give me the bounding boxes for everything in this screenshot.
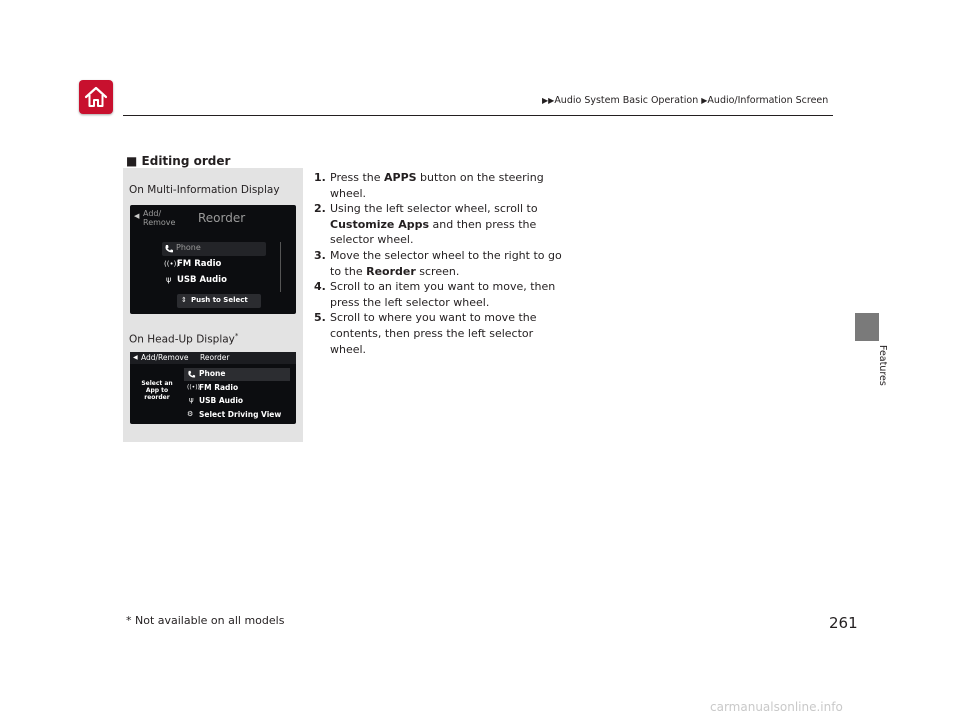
page-number: 261 xyxy=(829,614,858,632)
home-button[interactable] xyxy=(79,80,113,114)
head-up-display-screenshot: ◀ Add/Remove Reorder Select an App to reorder Phone ((•)) FM Radio ψ USB Audio ⚙ Select Driving View xyxy=(130,352,296,424)
mid-back-label: Add/ Remove xyxy=(143,209,176,227)
chapter-tab-label: Features xyxy=(877,345,888,386)
step-5: 5. Scroll to where you want to move the contents, then press the left selector wheel. xyxy=(314,311,537,356)
back-arrow-icon: ◀ xyxy=(134,212,140,220)
radio-icon: ((•)) xyxy=(187,384,200,391)
breadcrumb-arrow-icon: ▶▶ xyxy=(542,96,555,105)
gear-icon: ⚙ xyxy=(187,410,194,418)
section-bullet-icon: ■ xyxy=(126,154,138,168)
watermark: carmanualsonline.info xyxy=(710,700,843,714)
step-4: 4. Scroll to an item you want to move, then press the left selector wheel. xyxy=(314,280,556,309)
instruction-steps xyxy=(314,170,564,357)
home-icon xyxy=(82,83,110,111)
hud-instruction-text: Select an App to reorder xyxy=(141,380,173,401)
chapter-tab-marker[interactable] xyxy=(855,313,879,341)
hud-screen-title: Reorder xyxy=(200,353,230,362)
push-to-select-hint: ⇕ Push to Select xyxy=(177,294,261,308)
hud-caption: On Head-Up Display* xyxy=(129,332,239,346)
mid-screen-title: Reorder xyxy=(198,211,246,225)
usb-icon: ψ xyxy=(189,396,194,404)
phone-icon xyxy=(187,370,196,379)
footnote: * Not available on all models xyxy=(126,614,285,627)
section-heading-text: Editing order xyxy=(141,154,231,168)
mid-scrollbar xyxy=(280,242,281,292)
phone-icon xyxy=(164,244,174,254)
usb-icon: ψ xyxy=(166,275,172,284)
header-divider xyxy=(123,115,833,116)
step-3: 3. Move the selector wheel to the right to go to the Reorder screen. xyxy=(314,248,562,278)
breadcrumb-parent-link[interactable]: Audio System Basic Operation xyxy=(554,95,699,106)
breadcrumb-arrow-icon: ▶ xyxy=(701,96,708,105)
selector-icon: ⇕ xyxy=(181,296,187,304)
mid-caption: On Multi-Information Display xyxy=(129,184,280,196)
breadcrumb xyxy=(542,95,828,106)
multi-information-display-screenshot: ◀ Add/ Remove Reorder Phone ((•)) FM Radio ψ USB Audio ⇕ Push to Select xyxy=(130,205,296,314)
hud-back-label: Add/Remove xyxy=(141,353,189,362)
step-1: 1. Press the APPS button on the steering wheel. xyxy=(314,171,544,200)
radio-icon: ((•)) xyxy=(164,260,180,268)
section-heading xyxy=(126,154,230,168)
back-arrow-icon: ◀ xyxy=(133,354,138,361)
breadcrumb-current: Audio/Information Screen xyxy=(707,95,829,106)
step-2: 2. Using the left selector wheel, scroll to Customize Apps and then press the selector wheel. xyxy=(314,202,538,247)
